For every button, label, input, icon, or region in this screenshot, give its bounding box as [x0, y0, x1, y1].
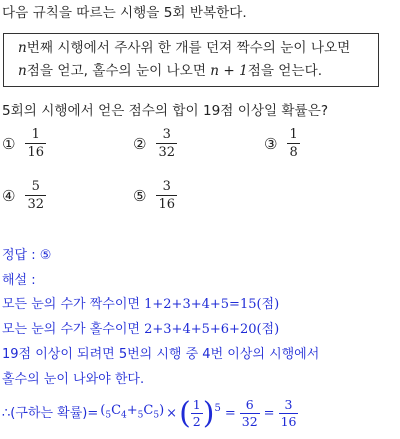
option-5[interactable]	[133, 179, 177, 212]
therefore-symbol: ∴	[2, 405, 11, 421]
answer-line: 정답 : ⑤	[2, 248, 52, 263]
exponent: 5	[214, 403, 221, 414]
combination-sum: $(_5C_4+_5C_5)$	[100, 403, 165, 421]
option-4[interactable]	[2, 179, 46, 212]
option-2[interactable]	[133, 127, 177, 160]
result-fraction-1: $\frac{6}{32}$	[241, 397, 258, 429]
half-fraction: 1 2	[192, 397, 201, 429]
option-fraction: $\frac{3}{16}$	[158, 179, 175, 212]
question: 5회의 시행에서 얻은 점수의 합이 19점 이상일 확률은?	[2, 103, 329, 119]
rule-line-2: n점을 얻고, 홀수의 눈이 나오면 n + 1점을 얻는다.	[18, 63, 323, 79]
option-fraction: $\frac{1}{8}$	[289, 127, 298, 160]
final-label: (구하는 확률)	[10, 405, 88, 421]
result-fraction-2: $\frac{3}{16}$	[280, 397, 297, 429]
option-mark: ②	[133, 134, 147, 153]
even-expr: 1+2+3+4+5=15(점)	[144, 297, 280, 312]
condition-line-1: 19점 이상이 되려면 5번의 시행 중 4번 이상의 시행에서	[2, 347, 320, 362]
option-fraction: $\frac{3}{32}$	[158, 127, 175, 160]
rule-box	[3, 33, 379, 87]
option-mark: ③	[264, 134, 278, 153]
problem-intro: 다음 규칙을 따르는 시행을 5회 반복한다.	[2, 5, 247, 21]
option-3[interactable]	[264, 127, 300, 160]
rule-var-n: n	[18, 40, 27, 56]
final-formula: ∴ (구하는 확률) = $(_5C_4+_5C_5)$ × ( 1 2 ) $^5$ = $\frac{6}{32}$ = $\frac{3}{16}$	[2, 395, 297, 431]
odd-case: 모는 눈의 수가 홀수이면 2+3+4+5+6+20(점)	[2, 322, 280, 337]
option-mark: ⑤	[133, 186, 147, 205]
condition-line-2: 홀수의 눈이 나와야 한다.	[2, 372, 145, 387]
even-case: 모든 눈의 수가 짝수이면 1+2+3+4+5=15(점)	[2, 297, 280, 312]
rule-line-1: n번째 시행에서 주사위 한 개를 던져 짝수의 눈이 나오면	[18, 40, 351, 56]
option-fraction: $\frac{1}{16}$	[27, 127, 44, 160]
option-mark: ①	[2, 134, 16, 153]
rule-expr: n + 1	[210, 63, 248, 79]
option-fraction: $\frac{5}{32}$	[27, 179, 44, 212]
option-mark: ④	[2, 186, 16, 205]
option-1[interactable]	[2, 127, 46, 160]
odd-expr: 2+3+4+5+6+20(점)	[144, 322, 280, 337]
solution-heading: 해설 :	[2, 273, 36, 288]
